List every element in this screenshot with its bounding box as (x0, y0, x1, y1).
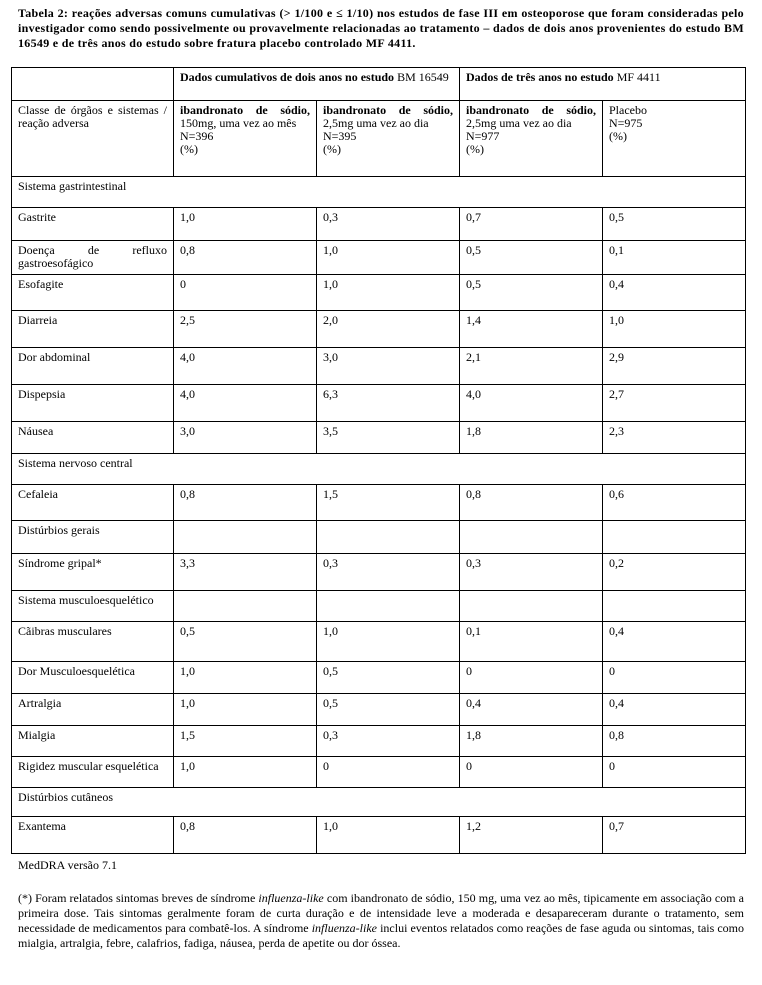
value-cell: 0,3 (317, 208, 460, 241)
value-cell (174, 591, 317, 622)
reaction-label: Mialgia (12, 726, 174, 757)
value-cell: 4,0 (174, 348, 317, 385)
table-row (12, 817, 746, 854)
value-cell: 0,3 (317, 726, 460, 757)
reaction-label: Doença de refluxo gastroesofágico (12, 241, 174, 275)
table-row (12, 521, 746, 554)
value-cell: 0,5 (603, 208, 746, 241)
value-cell (603, 521, 746, 554)
value-cell: 3,0 (174, 422, 317, 454)
col2-header: ibandronato de sódio, 2,5mg uma vez ao dia N=395 (%) (317, 101, 460, 177)
reaction-label: Dispepsia (12, 385, 174, 422)
value-cell: 0,7 (460, 208, 603, 241)
value-cell: 0,8 (174, 241, 317, 275)
row-label-header: Classe de órgãos e sistemas / reação adversa (12, 101, 174, 177)
value-cell: 0,4 (603, 275, 746, 311)
col3-header: ibandronato de sódio, 2,5mg uma vez ao dia N=977 (%) (460, 101, 603, 177)
value-cell: 0,4 (460, 694, 603, 726)
value-cell: 3,0 (317, 348, 460, 385)
value-cell: 0 (317, 757, 460, 788)
table-row (12, 662, 746, 694)
value-cell: 2,9 (603, 348, 746, 385)
value-cell: 1,8 (460, 726, 603, 757)
reaction-label: Exantema (12, 817, 174, 854)
value-cell: 4,0 (174, 385, 317, 422)
value-cell (174, 521, 317, 554)
value-cell: 3,5 (317, 422, 460, 454)
value-cell: 0 (460, 662, 603, 694)
value-cell: 3,3 (174, 554, 317, 591)
adverse-reactions-table (11, 67, 746, 854)
study2-header: Dados de três anos no estudo MF 4411 (460, 68, 746, 101)
table-row (12, 726, 746, 757)
value-cell: 4,0 (460, 385, 603, 422)
value-cell: 2,7 (603, 385, 746, 422)
table-row (12, 422, 746, 454)
category-label: Distúrbios cutâneos (12, 788, 746, 817)
value-cell: 0 (460, 757, 603, 788)
value-cell: 1,8 (460, 422, 603, 454)
value-cell: 0,1 (460, 622, 603, 662)
value-cell (603, 591, 746, 622)
value-cell (317, 521, 460, 554)
value-cell: 1,0 (317, 622, 460, 662)
value-cell: 0,5 (317, 694, 460, 726)
value-cell: 2,5 (174, 311, 317, 348)
reaction-label: Náusea (12, 422, 174, 454)
reaction-label: Diarreia (12, 311, 174, 348)
table-row (12, 241, 746, 275)
footnote: (*) Foram relatados sintomas breves de síndrome influenza-like com ibandronato de sódio, 150 mg, uma vez ao mês, tipicamente em associação com a primeira dose. Tais sintomas geralmente foram de curta duração e de intensidade leve a moderada e desapareceram durante o tratamento, sem necessidade de medicamentos para combatê-los. A síndrome influenza-like inclui eventos relatados como reações de fase aguda ou sintomas, tais como mialgia, artralgia, febre, calafrios, fadiga, náusea, perda de apetite ou dor óssea. (18, 891, 745, 950)
value-cell: 1,5 (174, 726, 317, 757)
value-cell: 1,0 (174, 757, 317, 788)
table-row (12, 275, 746, 311)
value-cell: 1,2 (460, 817, 603, 854)
table-row (12, 385, 746, 422)
value-cell: 1,0 (317, 817, 460, 854)
reaction-label: Artralgia (12, 694, 174, 726)
value-cell: 0,1 (603, 241, 746, 275)
empty-header-cell (12, 68, 174, 101)
value-cell: 0,3 (460, 554, 603, 591)
value-cell: 0,5 (317, 662, 460, 694)
value-cell (460, 591, 603, 622)
reaction-label: Gastrite (12, 208, 174, 241)
table-row (12, 311, 746, 348)
table-row (12, 554, 746, 591)
table-caption: Tabela 2: reações adversas comuns cumulativas (> 1/100 e ≤ 1/10) nos estudos de fase III em osteoporose que foram consideradas pelo investigador como sendo possivelmente ou provavelmente relacionadas ao tratamento – dados de dois anos provenientes do estudo BM 16549 e de três anos do estudo sobre fratura placebo controlado MF 4411. (18, 6, 744, 50)
value-cell: 1,4 (460, 311, 603, 348)
table-row (12, 622, 746, 662)
category-label: Sistema gastrintestinal (12, 177, 746, 208)
value-cell: 0,5 (174, 622, 317, 662)
table-row (12, 348, 746, 385)
reaction-label: Cefaleia (12, 485, 174, 521)
value-cell: 0,4 (603, 622, 746, 662)
table-row (12, 208, 746, 241)
value-cell: 0,8 (174, 485, 317, 521)
col1-header: ibandronato de sódio, 150mg, uma vez ao mês N=396 (%) (174, 101, 317, 177)
category-row (12, 454, 746, 485)
value-cell: 0,2 (603, 554, 746, 591)
value-cell: 2,3 (603, 422, 746, 454)
value-cell: 1,0 (174, 662, 317, 694)
value-cell: 0,8 (603, 726, 746, 757)
category-row (12, 177, 746, 208)
value-cell: 0,7 (603, 817, 746, 854)
col4-header: Placebo N=975 (%) (603, 101, 746, 177)
reaction-label: Rigidez muscular esquelética (12, 757, 174, 788)
reaction-label: Síndrome gripal* (12, 554, 174, 591)
reaction-label: Dor abdominal (12, 348, 174, 385)
value-cell: 1,5 (317, 485, 460, 521)
study-header-row (12, 68, 746, 101)
category-label: Sistema nervoso central (12, 454, 746, 485)
value-cell: 0 (174, 275, 317, 311)
value-cell: 0,4 (603, 694, 746, 726)
value-cell: 0,8 (174, 817, 317, 854)
reaction-label: Distúrbios gerais (12, 521, 174, 554)
column-header-row (12, 101, 746, 177)
value-cell: 0,6 (603, 485, 746, 521)
value-cell: 0,5 (460, 275, 603, 311)
value-cell: 1,0 (603, 311, 746, 348)
value-cell: 1,0 (174, 208, 317, 241)
value-cell: 1,0 (174, 694, 317, 726)
value-cell: 0 (603, 662, 746, 694)
reaction-label: Sistema musculoesquelético (12, 591, 174, 622)
value-cell: 6,3 (317, 385, 460, 422)
table-row (12, 694, 746, 726)
table-row (12, 757, 746, 788)
table-row (12, 485, 746, 521)
value-cell (317, 591, 460, 622)
table-row (12, 591, 746, 622)
value-cell: 0,3 (317, 554, 460, 591)
study1-header: Dados cumulativos de dois anos no estudo BM 16549 (174, 68, 460, 101)
value-cell: 0,8 (460, 485, 603, 521)
category-row (12, 788, 746, 817)
reaction-label: Esofagite (12, 275, 174, 311)
value-cell: 0 (603, 757, 746, 788)
value-cell: 2,0 (317, 311, 460, 348)
value-cell (460, 521, 603, 554)
value-cell: 1,0 (317, 275, 460, 311)
reaction-label: Cãibras musculares (12, 622, 174, 662)
value-cell: 0,5 (460, 241, 603, 275)
reaction-label: Dor Musculoesquelética (12, 662, 174, 694)
value-cell: 1,0 (317, 241, 460, 275)
meddra-version: MedDRA versão 7.1 (18, 858, 117, 872)
value-cell: 2,1 (460, 348, 603, 385)
